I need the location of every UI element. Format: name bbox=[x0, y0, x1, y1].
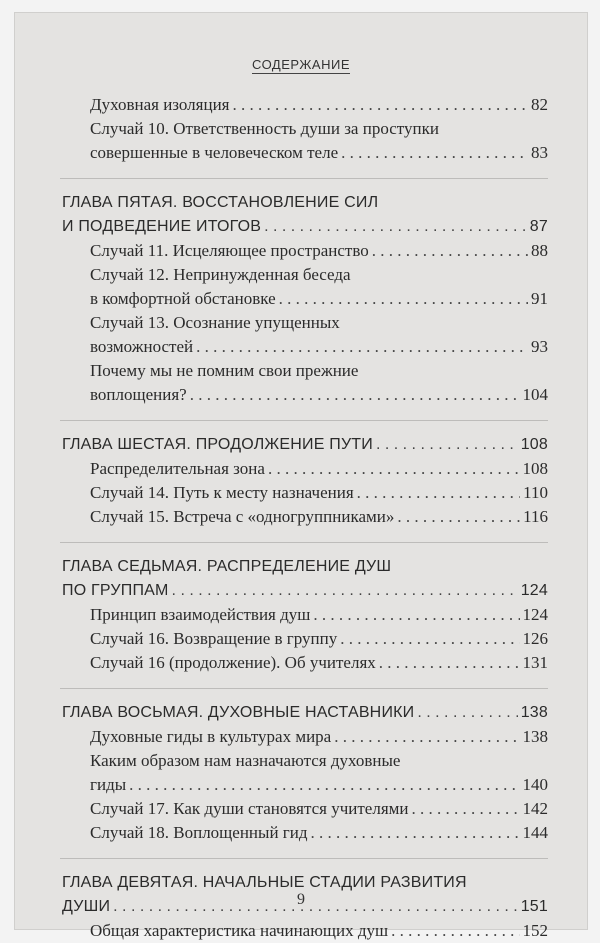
toc-page-number: 88 bbox=[531, 241, 548, 260]
dot-leader bbox=[334, 725, 519, 749]
toc-entry-line[interactable] bbox=[62, 383, 548, 407]
toc-page-number: 142 bbox=[522, 799, 548, 818]
table-of-contents bbox=[62, 93, 548, 943]
toc-line-text: воплощения? bbox=[90, 385, 187, 404]
toc-page-number: 83 bbox=[531, 143, 548, 162]
dot-leader bbox=[372, 239, 528, 263]
toc-line-text: ГЛАВА СЕДЬМАЯ. РАСПРЕДЕЛЕНИЕ ДУШ bbox=[62, 558, 392, 575]
dot-leader bbox=[412, 797, 520, 821]
dot-leader bbox=[129, 773, 519, 797]
toc-line-text: возможностей bbox=[90, 337, 194, 356]
dot-leader bbox=[357, 481, 520, 505]
toc-line-text: Случай 16 (продолжение). Об учителях bbox=[90, 653, 376, 672]
toc-line-text: ДУШИ bbox=[62, 898, 111, 915]
dot-leader bbox=[196, 335, 528, 359]
toc-page-number: 124 bbox=[520, 582, 548, 599]
dot-leader bbox=[340, 627, 519, 651]
toc-page-number: 93 bbox=[531, 337, 548, 356]
page-number: 9 bbox=[297, 891, 305, 908]
toc-chapter-line bbox=[62, 555, 548, 579]
toc-entry-line[interactable] bbox=[62, 457, 548, 481]
toc-entry-line[interactable] bbox=[62, 335, 548, 359]
section-divider bbox=[60, 178, 548, 179]
toc-entry-line[interactable] bbox=[62, 651, 548, 675]
toc-page-number: 104 bbox=[522, 385, 548, 404]
toc-entry-line[interactable] bbox=[62, 239, 548, 263]
toc-entry-line[interactable] bbox=[62, 919, 548, 943]
toc-line-text: Каким образом нам назначаются духовные bbox=[90, 751, 401, 770]
toc-chapter-line[interactable] bbox=[62, 433, 548, 457]
toc-entry-line bbox=[62, 749, 548, 773]
section-divider bbox=[60, 688, 548, 689]
toc-entry-line[interactable] bbox=[62, 505, 548, 529]
toc-page-number: 108 bbox=[520, 436, 548, 453]
toc-page-number: 110 bbox=[523, 483, 548, 502]
toc-line-text: Случай 18. Воплощенный гид bbox=[90, 823, 308, 842]
toc-page-number: 140 bbox=[522, 775, 548, 794]
toc-entry-line[interactable] bbox=[62, 797, 548, 821]
section-divider bbox=[60, 858, 548, 859]
book-page bbox=[14, 12, 588, 940]
toc-page-number: 138 bbox=[520, 704, 548, 721]
toc-page-number: 152 bbox=[522, 921, 548, 940]
dot-leader bbox=[313, 603, 519, 627]
toc-page-number: 124 bbox=[522, 605, 548, 624]
toc-entry-line[interactable] bbox=[62, 481, 548, 505]
toc-page-number: 144 bbox=[522, 823, 548, 842]
section-divider bbox=[60, 420, 548, 421]
toc-entry-line[interactable] bbox=[62, 603, 548, 627]
toc-line-text: ГЛАВА ПЯТАЯ. ВОССТАНОВЛЕНИЕ СИЛ bbox=[62, 194, 379, 211]
dot-leader bbox=[397, 505, 520, 529]
toc-line-text: в комфортной обстановке bbox=[90, 289, 276, 308]
toc-line-text: ГЛАВА ДЕВЯТАЯ. НАЧАЛЬНЫЕ СТАДИИ РАЗВИТИЯ bbox=[62, 874, 467, 891]
toc-chapter-line[interactable] bbox=[62, 215, 548, 239]
toc-entry-line bbox=[62, 117, 548, 141]
dot-leader bbox=[311, 821, 520, 845]
toc-chapter-line[interactable] bbox=[62, 701, 548, 725]
running-header bbox=[15, 57, 587, 72]
toc-entry-line[interactable] bbox=[62, 287, 548, 311]
toc-line-text: Случай 14. Путь к месту назначения bbox=[90, 483, 354, 502]
toc-entry-line[interactable] bbox=[62, 725, 548, 749]
toc-line-text: Случай 13. Осознание упущенных bbox=[90, 313, 340, 332]
toc-line-text: ГЛАВА ВОСЬМАЯ. ДУХОВНЫЕ НАСТАВНИКИ bbox=[62, 704, 415, 721]
toc-line-text: Духовная изоляция bbox=[90, 95, 230, 114]
toc-entry-line bbox=[62, 311, 548, 335]
toc-line-text: Духовные гиды в культурах мира bbox=[90, 727, 332, 746]
toc-page-number: 116 bbox=[523, 507, 548, 526]
toc-line-text: ПО ГРУППАМ bbox=[62, 582, 169, 599]
toc-page-number: 126 bbox=[522, 629, 548, 648]
dot-leader bbox=[376, 433, 518, 457]
toc-entry-line[interactable] bbox=[62, 773, 548, 797]
dot-leader bbox=[233, 93, 529, 117]
toc-line-text: Почему мы не помним свои прежние bbox=[90, 361, 359, 380]
toc-entry-line[interactable] bbox=[62, 821, 548, 845]
toc-line-text: ГЛАВА ШЕСТАЯ. ПРОДОЛЖЕНИЕ ПУТИ bbox=[62, 436, 373, 453]
dot-leader bbox=[172, 579, 518, 603]
toc-page-number: 91 bbox=[531, 289, 548, 308]
toc-entry-line bbox=[62, 263, 548, 287]
toc-line-text: Случай 12. Непринужденная беседа bbox=[90, 265, 351, 284]
toc-line-text: Распределительная зона bbox=[90, 459, 265, 478]
toc-entry-line[interactable] bbox=[62, 141, 548, 165]
toc-line-text: Случай 10. Ответственность души за проступки bbox=[90, 119, 439, 138]
toc-line-text: гиды bbox=[90, 775, 127, 794]
toc-line-text: совершенные в человеческом теле bbox=[90, 143, 339, 162]
toc-chapter-line[interactable] bbox=[62, 579, 548, 603]
toc-page-number: 87 bbox=[529, 218, 548, 235]
toc-entry-line bbox=[62, 359, 548, 383]
section-divider bbox=[60, 542, 548, 543]
toc-chapter-line bbox=[62, 191, 548, 215]
toc-line-text: Случай 17. Как души становятся учителями bbox=[90, 799, 409, 818]
dot-leader bbox=[190, 383, 520, 407]
toc-line-text: И ПОДВЕДЕНИЕ ИТОГОВ bbox=[62, 218, 262, 235]
toc-page-number: 82 bbox=[531, 95, 548, 114]
dot-leader bbox=[264, 215, 527, 239]
dot-leader bbox=[391, 919, 519, 943]
toc-page-number: 138 bbox=[522, 727, 548, 746]
toc-entry-line[interactable] bbox=[62, 93, 548, 117]
toc-line-text: Принцип взаимодействия душ bbox=[90, 605, 311, 624]
dot-leader bbox=[279, 287, 528, 311]
header-title: СОДЕРЖАНИЕ bbox=[251, 57, 350, 72]
dot-leader bbox=[268, 457, 520, 481]
toc-line-text: Случай 15. Встреча с «одногруппниками» bbox=[90, 507, 395, 526]
toc-line-text: Случай 11. Исцеляющее пространство bbox=[90, 241, 369, 260]
toc-line-text: Общая характеристика начинающих душ bbox=[90, 921, 389, 940]
dot-leader bbox=[417, 701, 517, 725]
dot-leader bbox=[379, 651, 520, 675]
toc-entry-line[interactable] bbox=[62, 627, 548, 651]
toc-page-number: 108 bbox=[522, 459, 548, 478]
dot-leader bbox=[341, 141, 528, 165]
toc-page-number: 151 bbox=[520, 898, 548, 915]
toc-page-number: 131 bbox=[522, 653, 548, 672]
toc-line-text: Случай 16. Возвращение в группу bbox=[90, 629, 338, 648]
